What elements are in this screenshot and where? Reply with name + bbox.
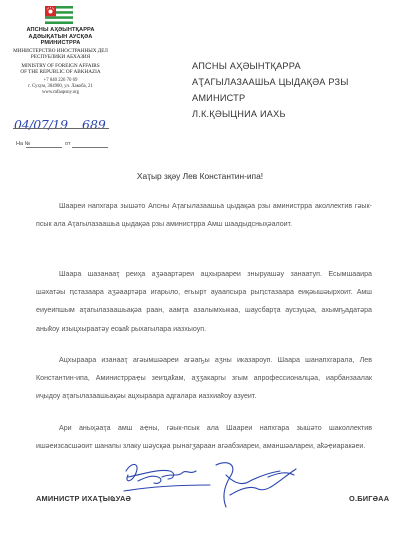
reference-date-label: от — [65, 141, 71, 147]
letterhead-subtitle-ru — [8, 48, 113, 60]
body-paragraph-2: Шаара шазанааҭ реиҳа аӡәаартәреи ацхыраареи зныруашәу занаатуп. Есымшааира шәхатәы ԥстазаара аӡәаартәра игарыло, егьырт ауаапсыра рыԥстазаара еиқәышәырхоит. Амш еиуеипшым аҭагылазаашьақәа раан, аамҭа азалымхыкаа, шаусбарҭа аусзуцәа, ахымҧадатәра аныҟоу изыцхыраатәу есҩаҟ рыхагылара иазхыоуп. — [36, 270, 372, 333]
addressee-line-3: АМИНИСТР — [192, 93, 246, 103]
letterhead-title-line: РМИНИСТРРА — [40, 40, 81, 47]
reference-number-line — [26, 147, 62, 148]
registration-number: 689 — [82, 117, 106, 132]
addressee-line-4: Л.К.ҚӘЫЦНИА ИАХЬ — [192, 109, 286, 119]
reference-number-label: На № — [16, 141, 31, 147]
letterhead-title-line: АПСНЫ АҲӘЫНТҚАРРА — [26, 27, 95, 33]
letterhead-address: г. Сухум, 384900, ул. Лакоба, 21 — [28, 84, 93, 89]
letterhead-subtitle-line: РЕСПУБЛИКИ АБХАЗИЯ — [30, 54, 91, 61]
addressee-line-1: АПСНЫ АҲӘЫНТҚАРРА — [192, 61, 301, 71]
letterhead-subtitle-line: OF THE REPUBLIC OF ABKHAZIA — [20, 69, 101, 76]
letter-greeting: Хаҭыр зқәу Лев Константин-ипа! — [136, 171, 264, 181]
letterhead-phone: +7 840 226 70 69 — [43, 78, 78, 83]
registration-date: 04/07/19 — [14, 117, 68, 132]
signatory-name: О.БИГӘАА — [349, 494, 390, 503]
letterhead-subtitle-en — [8, 63, 113, 75]
signatory-title: АМИНИСТР ИХАҬЫҨУАӘ — [36, 494, 132, 503]
letterhead-website: www.mfaapsny.org — [41, 90, 80, 95]
body-paragraph-1: Шаареи напхгара зышәто Апсны Аҭагылазаашьа цыдақәа рзы аминистрра аколлектив гәык-псык ала Аҭагылазаашьа цыдақәа рзы аминистрра Амш шаадыдсныҳәалоит. — [36, 202, 372, 229]
letterhead-subtitle-line: МИНИСТЕРСТВО ИНОСТРАННЫХ ДЕЛ — [13, 48, 108, 54]
registration-underline — [13, 128, 109, 129]
letterhead-title — [8, 27, 113, 47]
body-paragraph-3: Ацхыраара изанааҭ агәымшәареи агәаҧы аӡны иказароуп. Шаара шанапхгарала, Лев Константин-ипа, Аминистрраҿы зеиҵаҟам, аӡӡакаргы згым апрофессионалцәа, иарбанзаалак иҷыдоу аҭагылазаашьақәы ацхыраара адгалара иазхиаҟоу азуеит. — [36, 356, 372, 401]
letterhead-contact — [8, 78, 113, 96]
reference-date-line — [72, 147, 108, 148]
addressee-line-2: АҬАГЫЛАЗААШЬА ЦЫДАҚӘА РЗЫ — [192, 77, 349, 87]
abkhazia-flag-icon — [45, 6, 73, 24]
letterhead-title-line: АДӘЫҚАТЫН АУСҚӘА — [28, 33, 93, 40]
letterhead-subtitle-line: MINISTRY OF FOREIGN AFFAIRS — [21, 63, 100, 69]
handwritten-signature — [118, 455, 318, 515]
body-paragraph-4: Ари аныҳәаҭа амш аҿны, гәык-псык ала Шаареи напхгара зышәто шаколлектив ишәеизсасшәоит шанапы злаку шәусқәа рынагӡараан агәабзиареи, аманшәалареи, аҟәҿиаракәеи. — [36, 424, 372, 451]
